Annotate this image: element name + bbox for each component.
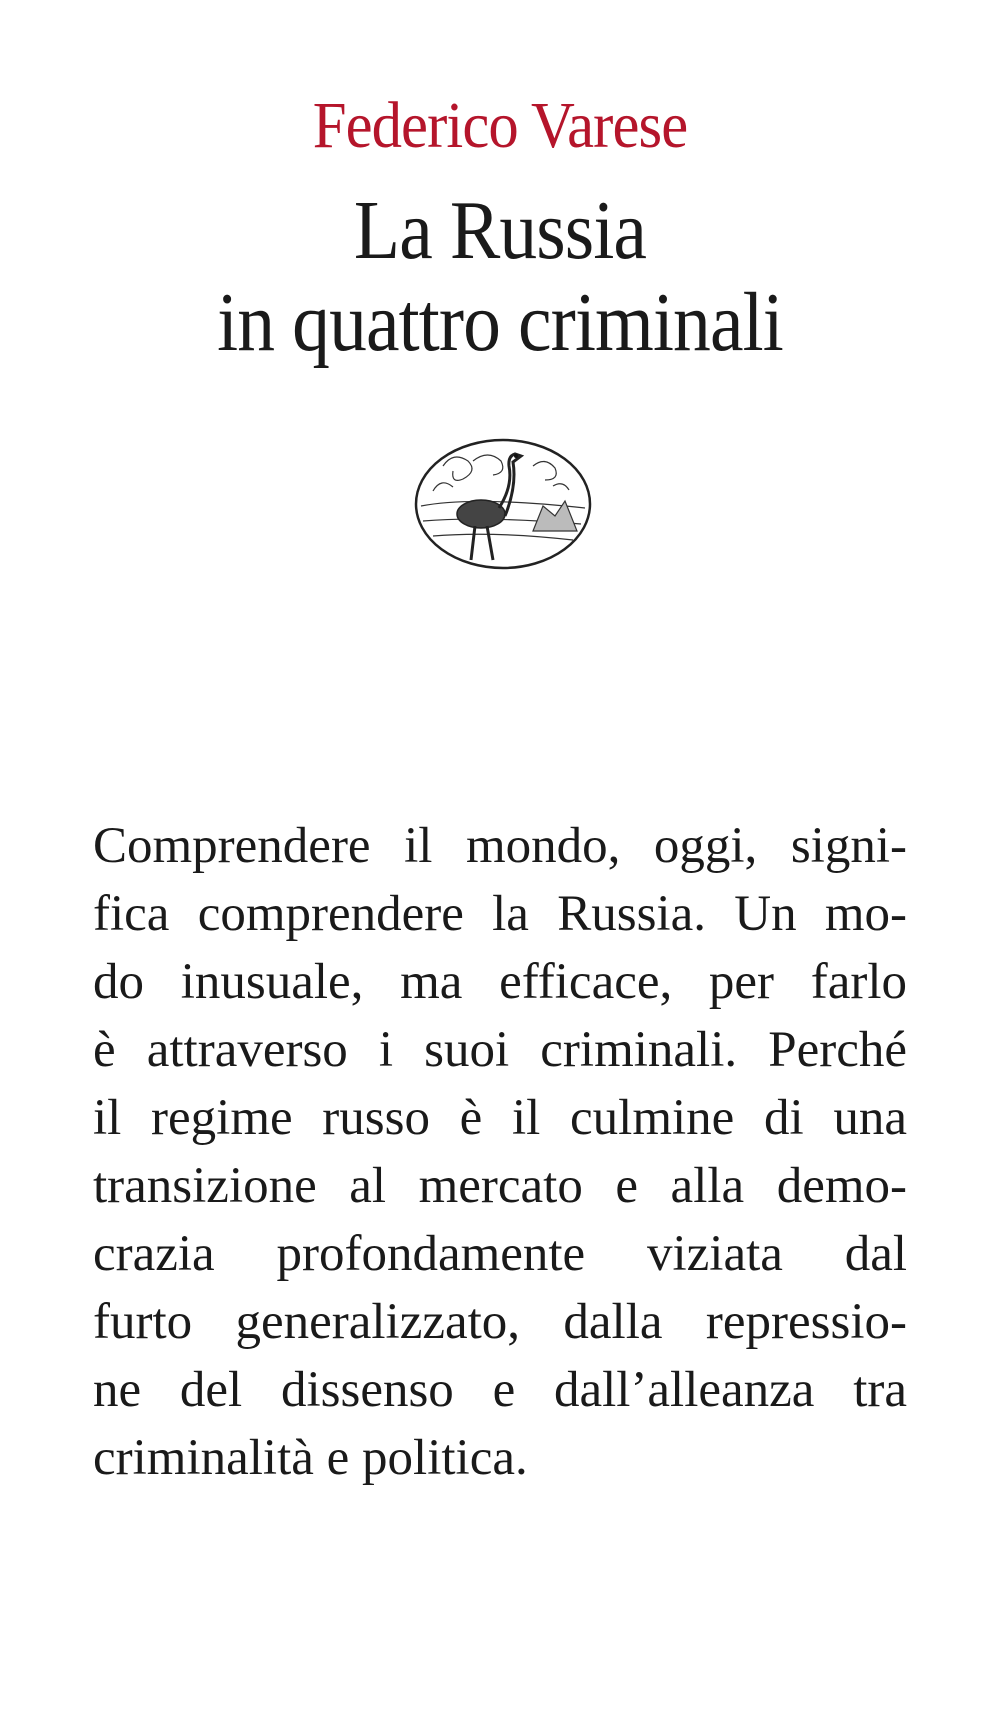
author-name: Federico Varese <box>312 89 688 162</box>
book-title-line-1: La Russia <box>353 184 647 277</box>
publisher-ostrich-emblem-icon <box>413 436 593 572</box>
blurb-line: il regime russo è il culmine di una <box>93 1090 907 1146</box>
blurb-text <box>93 812 907 1492</box>
blurb-line: do inusuale, ma efficace, per farlo <box>93 954 907 1010</box>
blurb-line: furto generalizzato, dalla repressio- <box>93 1294 907 1350</box>
blurb-line: Comprendere il mondo, oggi, signi- <box>93 818 907 874</box>
blurb-line: transizione al mercato e alla demo- <box>93 1158 907 1214</box>
book-title-line-2: in quattro criminali <box>217 276 783 369</box>
blurb-line: criminalità e politica. <box>93 1430 528 1486</box>
blurb-line: crazia profondamente viziata dal <box>93 1226 907 1282</box>
blurb-line: fica comprendere la Russia. Un mo- <box>93 886 907 942</box>
blurb-line: ne del dissenso e dall’alleanza tra <box>93 1362 907 1418</box>
blurb-line: è attraverso i suoi criminali. Perché <box>93 1022 907 1078</box>
